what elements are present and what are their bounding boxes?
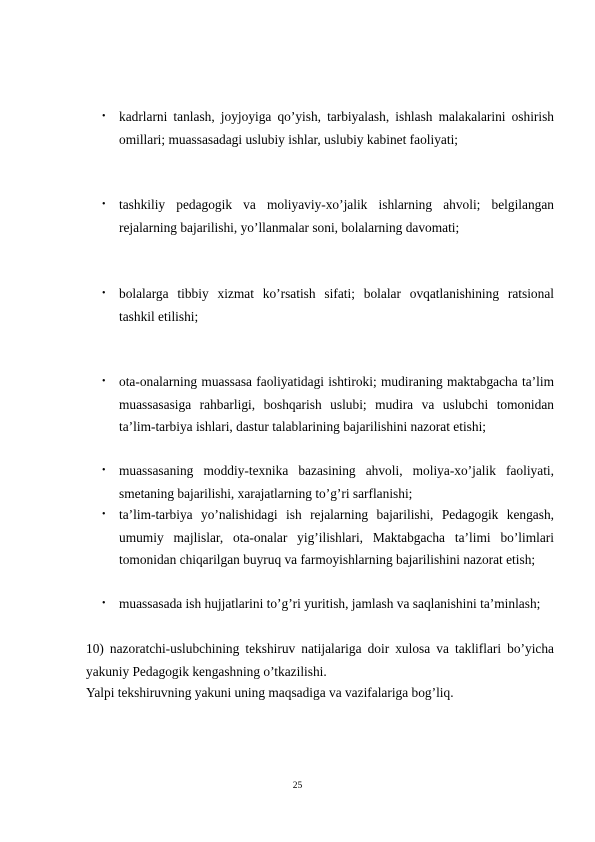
bullet-icon: • — [102, 598, 106, 609]
list-item — [102, 194, 554, 239]
bullet-icon: • — [102, 376, 106, 387]
paragraph: 10) nazoratchi-uslubchining tekshiruv natijalariga doir xulosa va takliflari bo’yicha yakuniy Pedagogik kengashning o’tkazilishi. — [86, 641, 554, 679]
list-item-text: bolalarga tibbiy xizmat ko’rsatish sifati; bolalar ovqatlanishining ratsional tashkil etilishi; — [119, 286, 554, 324]
list-item — [102, 460, 554, 505]
paragraph: Yalpi tekshiruvning yakuni uning maqsadiga va vazifalariga bog’liq. — [86, 685, 454, 700]
bullet-icon: • — [102, 509, 106, 520]
list-item — [102, 504, 554, 572]
bullet-icon: • — [102, 288, 106, 299]
list-item — [102, 106, 554, 151]
bullet-icon: • — [102, 465, 106, 476]
page-number: 25 — [292, 781, 303, 791]
list-item-text: ta’lim-tarbiya yo’nalishidagi ish rejalarning bajarilishi, Pedagogik kengash, umumiy majlislar, ota-onalar yig’ilishlari, Maktabgacha ta’limi bo’limlari tomonidan chiqarilgan buyruq va farmoyishlarning bajarilishini nazorat etish; — [119, 507, 554, 567]
list-item-text: muassasaning moddiy-texnika bazasining ahvoli, moliya-xo’jalik faoliyati, smetaning bajarilishi, xarajatlarning to’g’ri sarflanishi; — [119, 463, 554, 501]
list-item-text: kadrlarni tanlash, joyjoyiga qo’yish, tarbiyalash, ishlash malakalarini oshirish omillari; muassasadagi uslubiy ishlar, uslubiy kabinet faoliyati; — [119, 109, 554, 147]
list-item — [102, 283, 554, 328]
bullet-icon: • — [102, 199, 106, 210]
list-item-text: muassasada ish hujjatlarini to’g’ri yuritish, jamlash va saqlanishini ta’minlash; — [119, 596, 541, 611]
list-item — [102, 371, 554, 439]
list-item-text: ota-onalarning muassasa faoliyatidagi ishtiroki; mudiraning maktabgacha ta’lim muassasasiga rahbarligi, boshqarish uslubi; mudira va uslubchi tomonidan ta’lim-tarbiya ishlari, dastur talablarining bajarilishini nazorat etishi; — [119, 374, 554, 434]
list-item — [102, 593, 554, 616]
bullet-icon: • — [102, 111, 106, 122]
list-item-text: tashkiliy pedagogik va moliyaviy-xo’jalik ishlarning ahvoli; belgilangan rejalarning bajarilishi, yo’llanmalar soni, bolalarning davomati; — [119, 197, 554, 235]
